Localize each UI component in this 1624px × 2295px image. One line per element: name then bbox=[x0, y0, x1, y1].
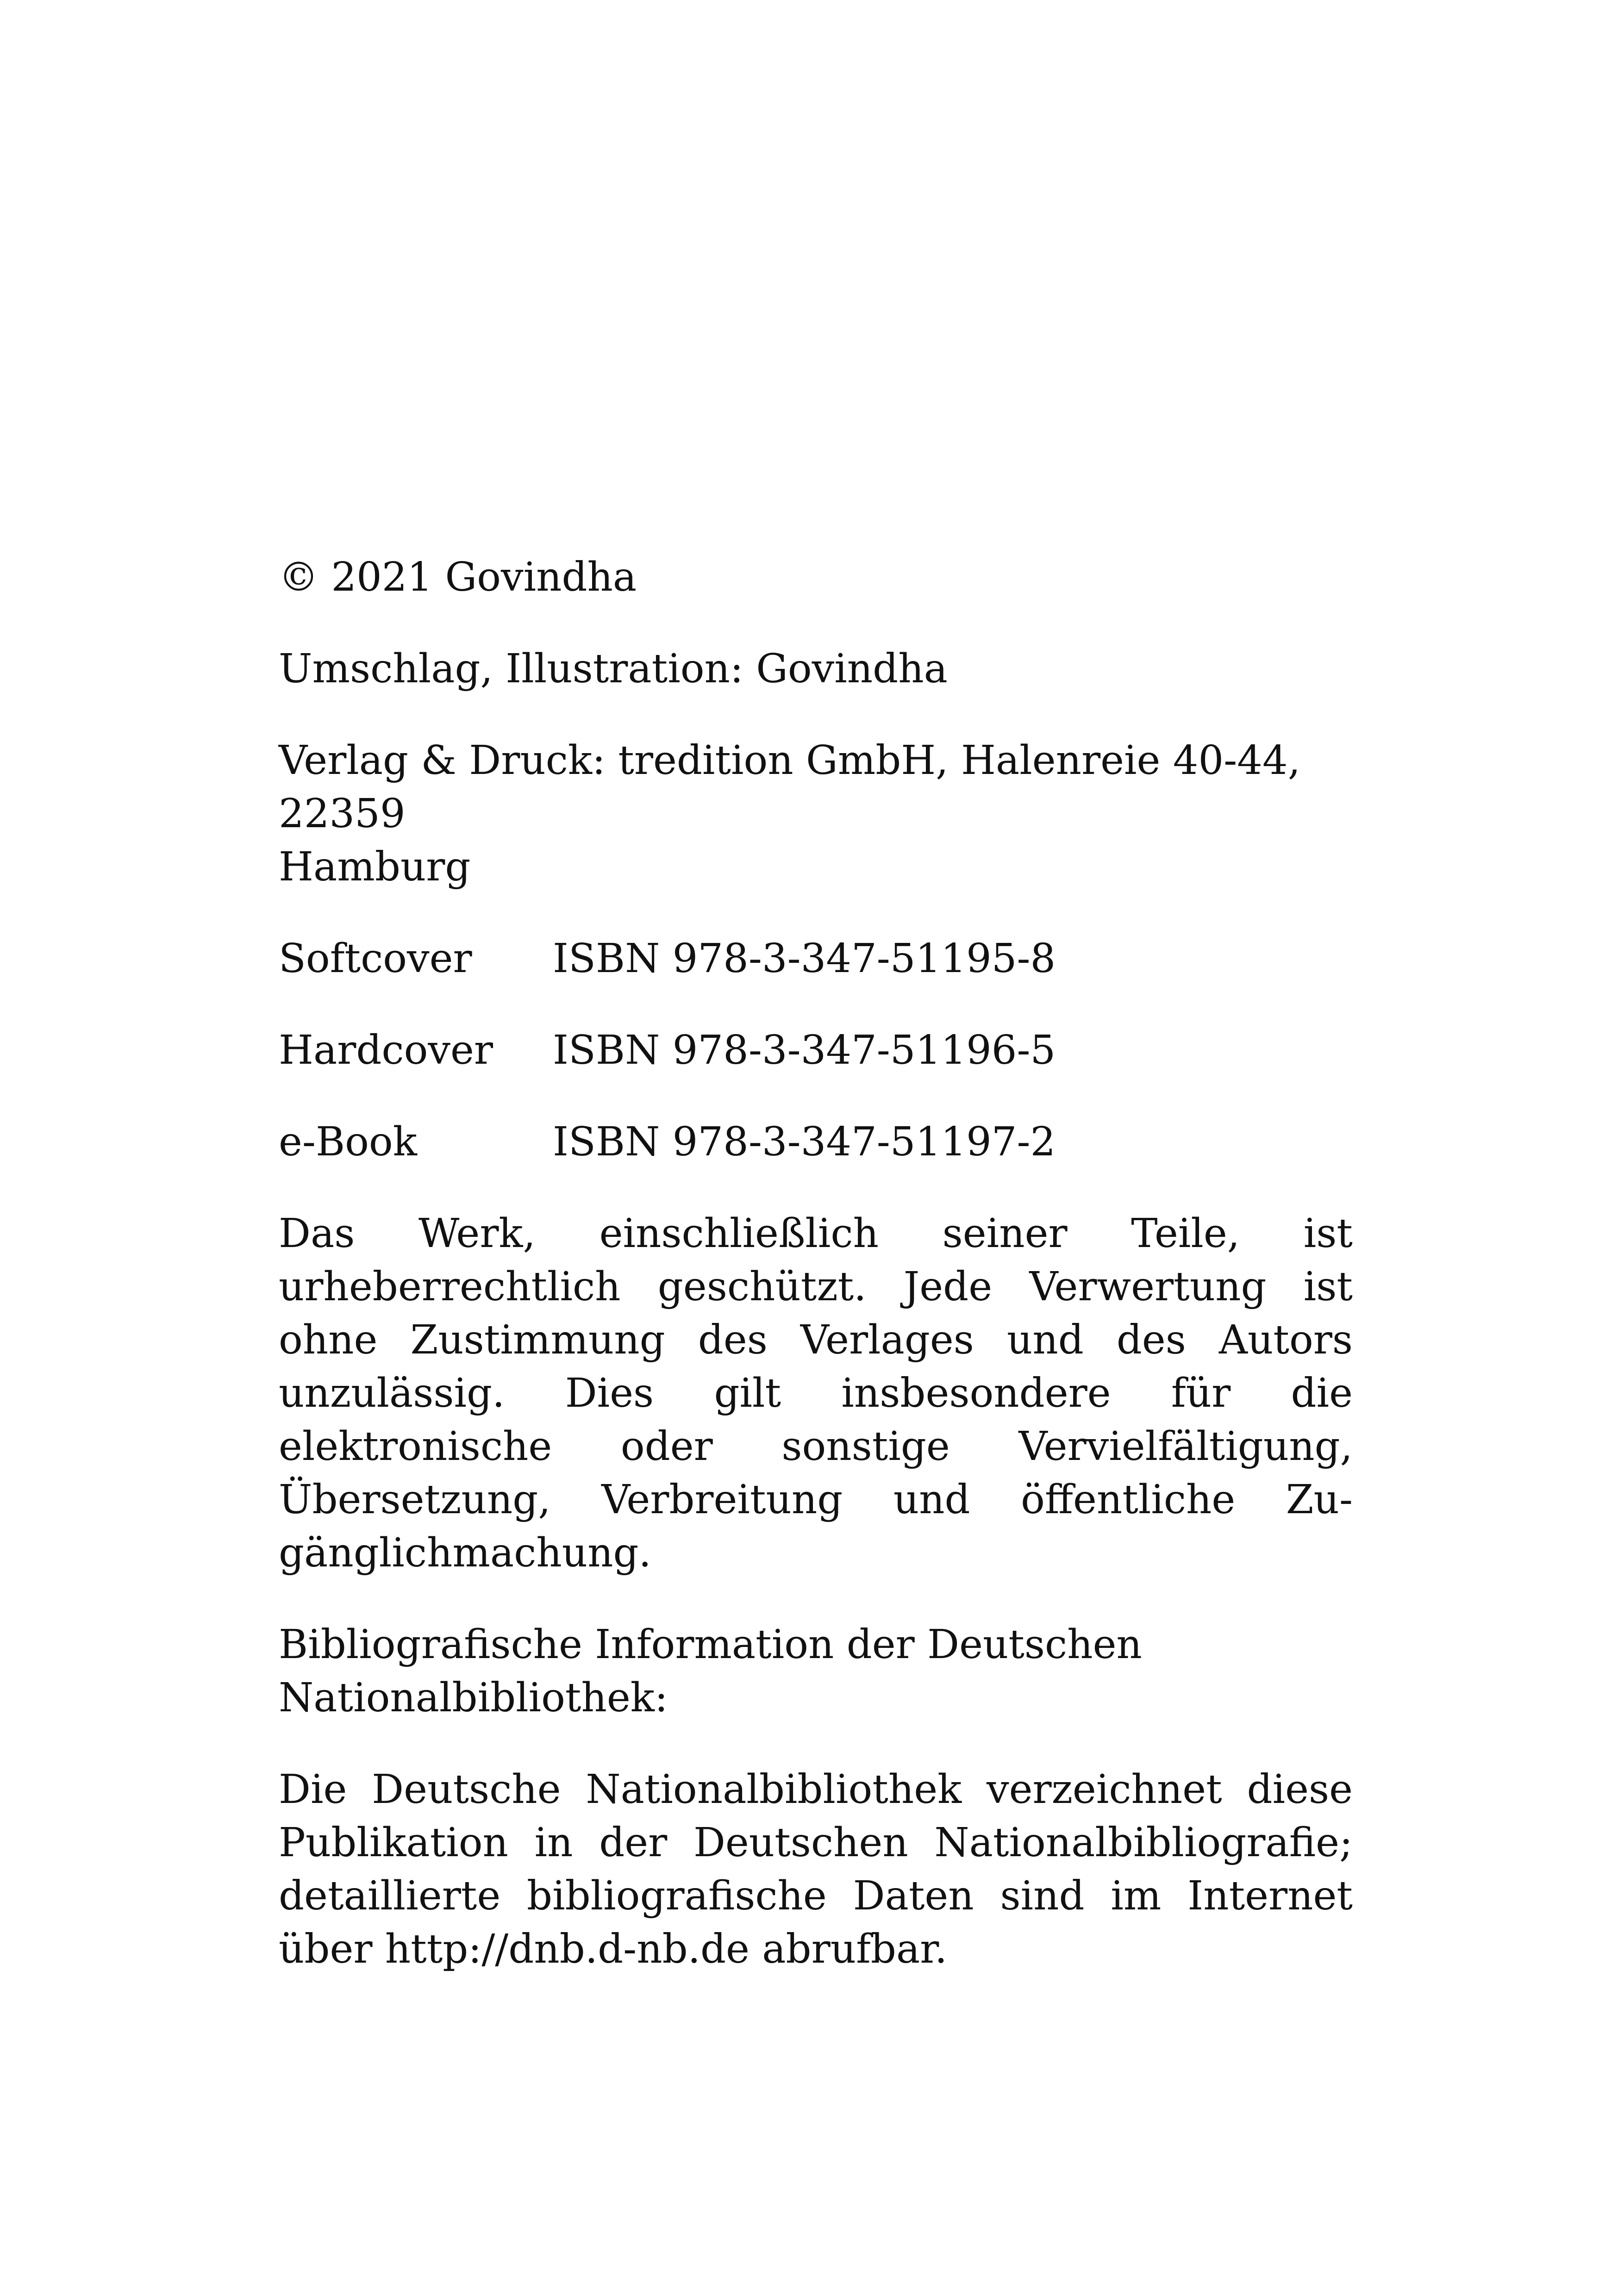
isbn-format-label: Hardcover bbox=[279, 1027, 493, 1073]
isbn-row-ebook bbox=[279, 1116, 1353, 1169]
isbn-format-label: e-Book bbox=[279, 1119, 417, 1165]
isbn-number: ISBN 978-3-347-51196-5 bbox=[553, 1027, 1056, 1073]
copyright-notice: Das Werk, einschließlich seiner Teile, ist urheberrechtlich geschützt. Jede Verwertung ist ohne Zustimmung des Verlages und des Autors unzulässig. Dies gilt insbesondere für die elektronische oder sonstige Vervielfältigung, Übersetzung, Verbreitung und öffentliche Zugänglichmachung. bbox=[279, 1210, 1353, 1576]
imprint-text-block bbox=[279, 551, 1353, 2014]
publisher-address-line-1: Verlag & Druck: tredition GmbH, Halenreie 40-44, 22359 bbox=[279, 737, 1301, 837]
dnb-notice: Die Deutsche Nationalbibliothek verzeichnet diese Publikation in der Deutschen Nationalbibliografie; detaillierte bibliografische Daten sind im Internet über http://dnb.d-nb.de abrufbar. bbox=[279, 1766, 1353, 1972]
dnb-heading: Bibliografische Information der Deutschen Nationalbibliothek: bbox=[279, 1621, 1142, 1721]
publisher-address-line-2: Hamburg bbox=[279, 844, 471, 890]
isbn-number: ISBN 978-3-347-51197-2 bbox=[553, 1119, 1056, 1165]
isbn-row-hardcover bbox=[279, 1024, 1353, 1077]
cover-credit-line: Umschlag, Illustration: Govindha bbox=[279, 646, 948, 692]
isbn-format-label: Softcover bbox=[279, 935, 472, 982]
publisher-address bbox=[279, 734, 1353, 894]
isbn-list bbox=[279, 932, 1353, 1169]
isbn-row-softcover bbox=[279, 932, 1353, 985]
copyright-line: © 2021 Govindha bbox=[279, 554, 637, 600]
isbn-number: ISBN 978-3-347-51195-8 bbox=[553, 935, 1056, 982]
